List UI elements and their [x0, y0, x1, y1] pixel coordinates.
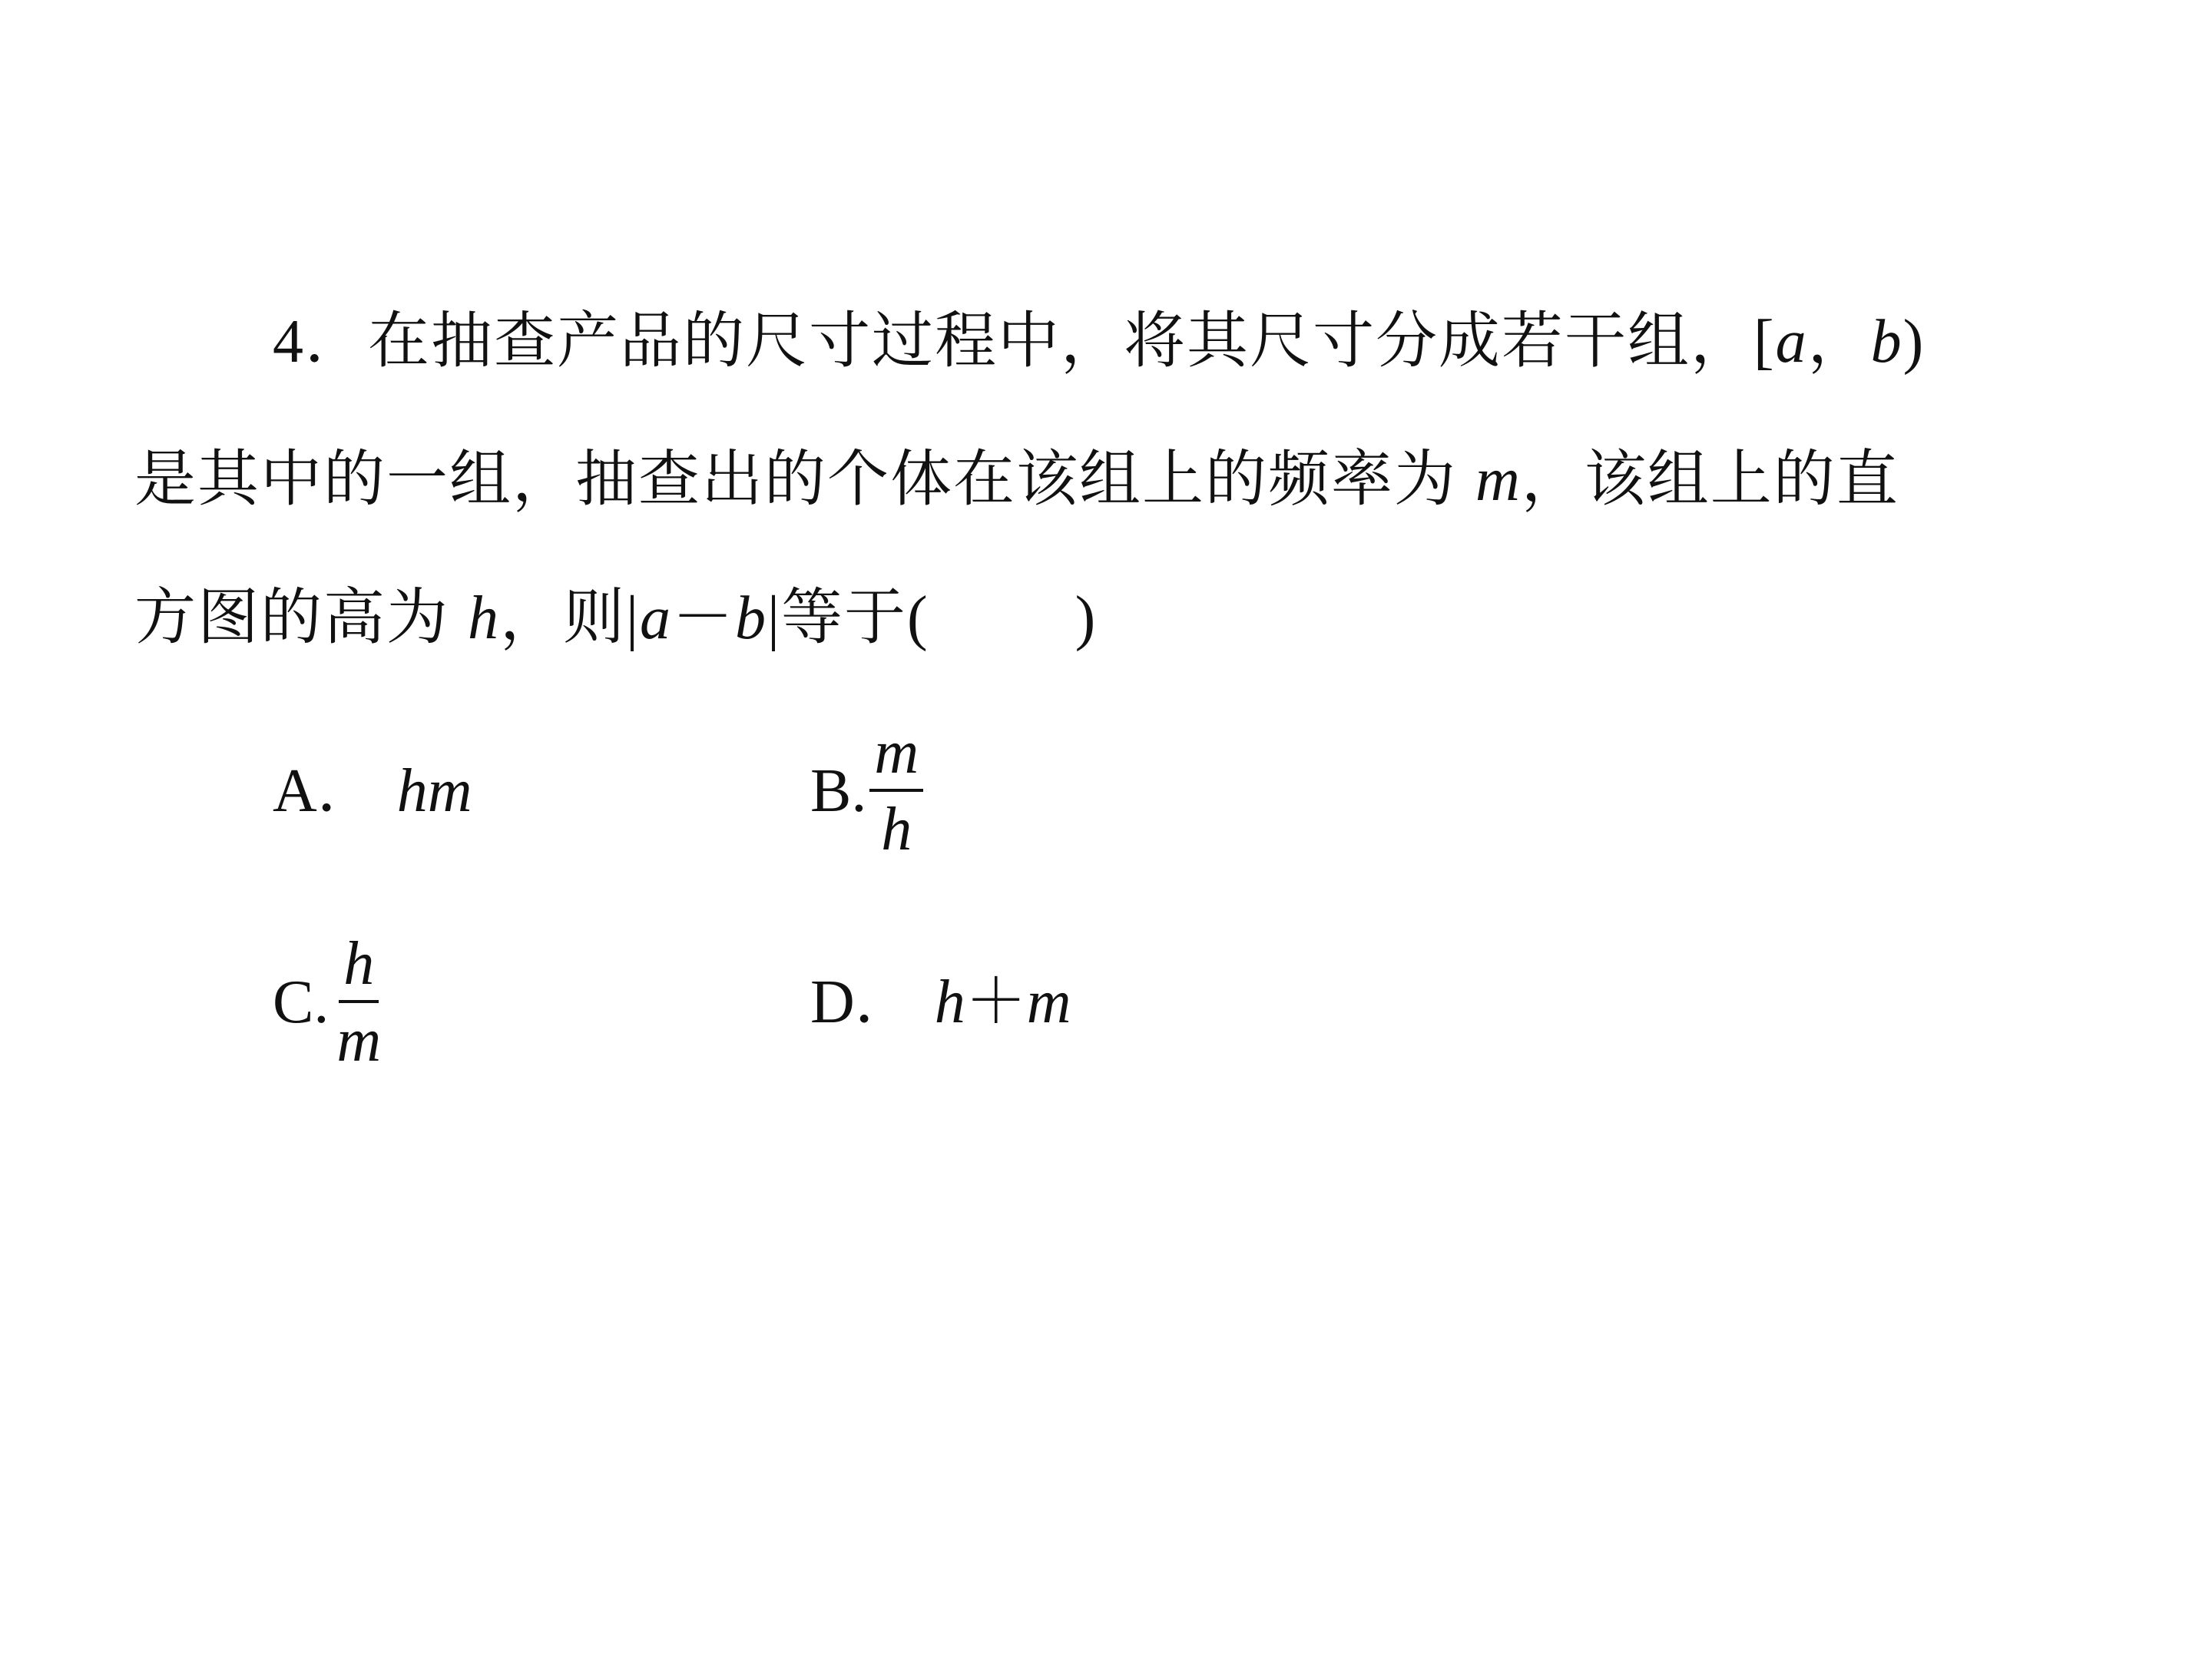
- fraction-numerator: m: [869, 720, 923, 792]
- option-d[interactable]: [810, 926, 1071, 1079]
- fraction-denominator: m: [336, 1007, 382, 1075]
- question-number: 4．: [273, 308, 368, 376]
- comma: ，: [1807, 308, 1871, 376]
- question-line-3: [134, 568, 2101, 668]
- variable-b: b: [1870, 308, 1903, 376]
- question-text-2: 是其中的一组，抽查出的个体在该组上的频率为: [134, 446, 1457, 514]
- question-text-3: 方图的高为: [134, 584, 449, 652]
- question-text-1: 在抽查产品的尺寸过程中，将其尺寸分成若干组，[: [368, 308, 1776, 376]
- question-text-3-mid: ，则|: [500, 584, 641, 652]
- question-line-1: [134, 292, 2101, 392]
- variable-b: b: [735, 584, 768, 652]
- interval-close: ): [1902, 308, 1926, 376]
- question-line-2: [134, 430, 2101, 530]
- variable-h: h: [468, 584, 500, 652]
- question-text-2-rest: ，该组上的直: [1521, 446, 1899, 514]
- variable-a: a: [1775, 308, 1808, 376]
- fraction-denominator: h: [881, 796, 912, 863]
- answer-close-paren: ): [1075, 584, 1098, 652]
- option-b-fraction: [869, 720, 923, 863]
- option-c-label: C.: [273, 969, 329, 1036]
- fraction-numerator: h: [339, 931, 379, 1003]
- option-a[interactable]: [273, 714, 472, 868]
- option-d-var-m: m: [1026, 969, 1071, 1036]
- option-b-label: B.: [810, 757, 867, 825]
- option-a-label: A．: [273, 757, 379, 825]
- variable-a: a: [640, 584, 673, 652]
- question-text-3-after: |等于(: [767, 584, 929, 652]
- option-a-expression: hm: [396, 757, 472, 825]
- minus-sign: －: [672, 584, 736, 652]
- option-d-label: D．: [810, 969, 916, 1036]
- option-b[interactable]: [810, 714, 923, 868]
- option-c-fraction: [332, 931, 386, 1074]
- option-d-var-h: h: [934, 969, 965, 1036]
- variable-m: m: [1475, 446, 1522, 514]
- plus-sign: ＋: [965, 969, 1027, 1036]
- option-c[interactable]: [273, 926, 386, 1079]
